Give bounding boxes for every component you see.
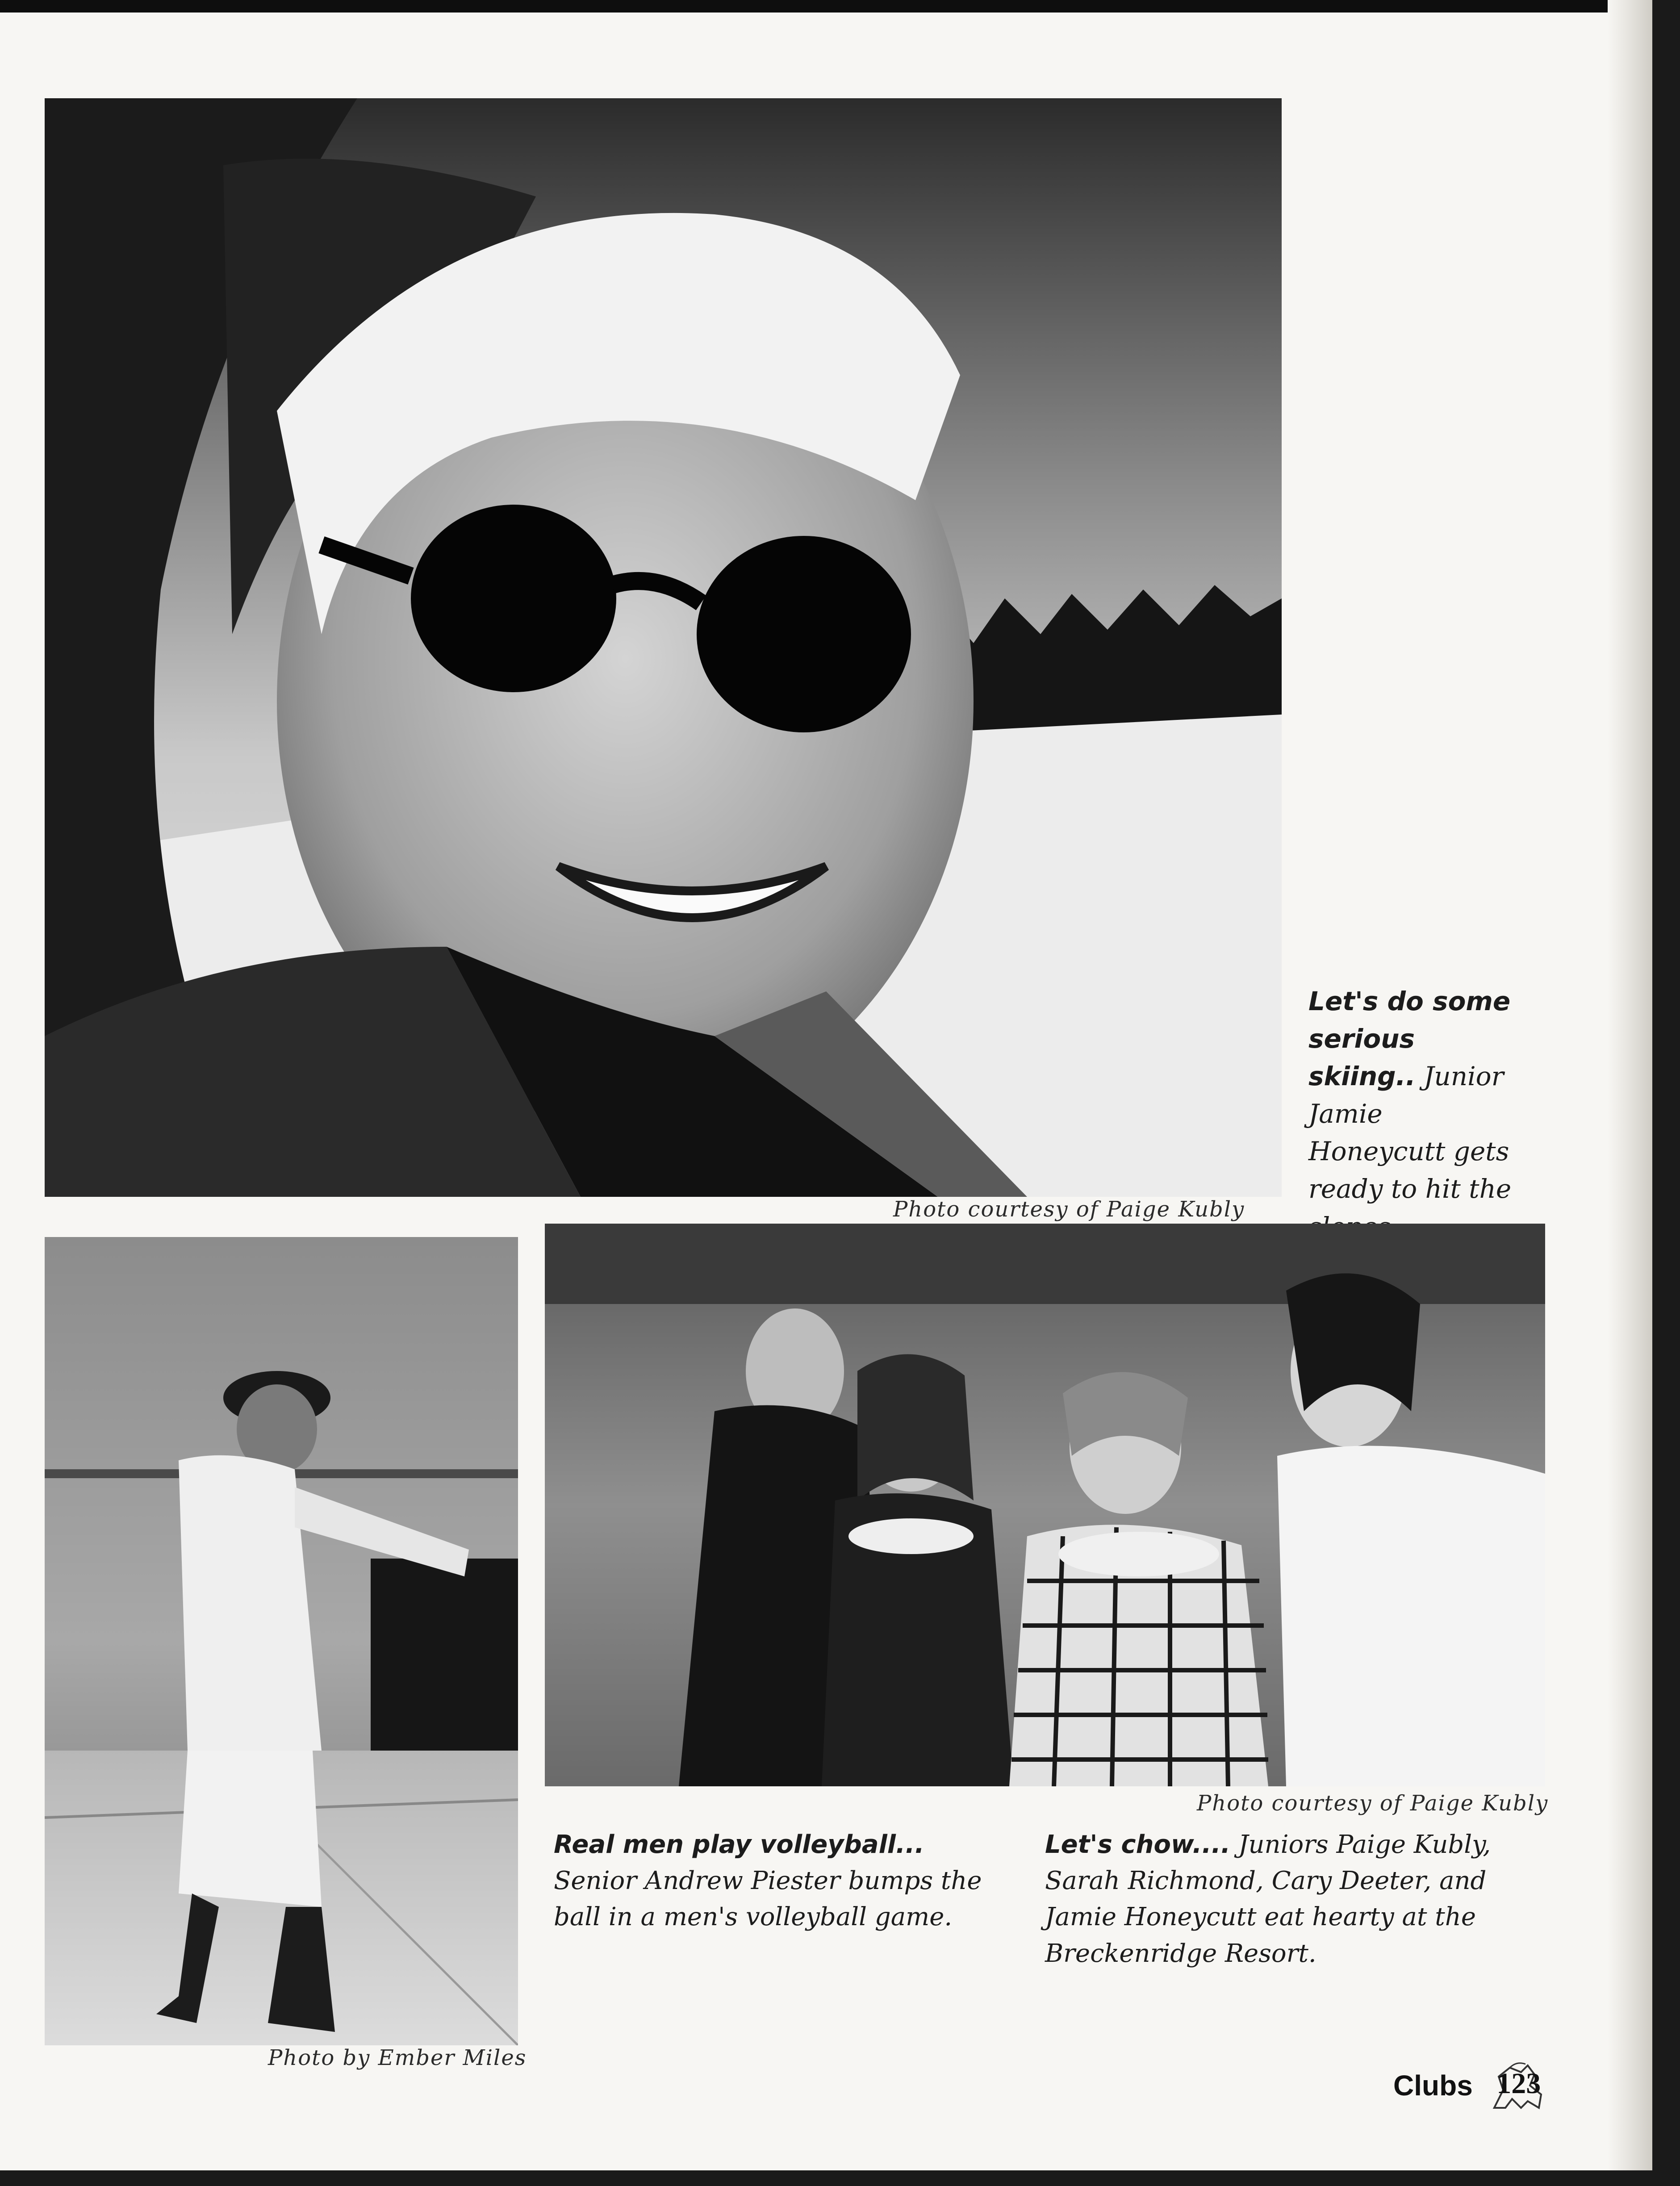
volleyball-caption-body: Senior Andrew Piester bumps the ball in a men's volleyball game. [554, 1866, 982, 1932]
volleyball-photo [45, 1237, 518, 2045]
volleyball-caption [554, 1827, 1000, 1935]
chow-photo [545, 1224, 1545, 1786]
ski-caption-body: Junior Jamie Honeycutt gets ready to hit the [1308, 1061, 1512, 1204]
page-edge [1608, 0, 1652, 2170]
chow-caption-lead: Let's chow.... [1045, 1830, 1231, 1859]
ski-caption-lead: Let's do some serious skiing.. [1308, 986, 1511, 1092]
volleyball-photo-image [45, 1237, 518, 2045]
ski-photo [45, 98, 1282, 1197]
chow-caption [1045, 1827, 1536, 1972]
ski-caption [1308, 982, 1514, 1246]
page-footer [1393, 2059, 1552, 2112]
section-label: Clubs [1393, 2069, 1473, 2102]
ski-photo-image [45, 98, 1282, 1197]
volleyball-photo-credit: Photo by Ember Miles [268, 2045, 527, 2070]
chow-caption-body: Juniors Paige Kubly, Sarah Richmond, Cary Deeter, and Jamie Honeycutt eat hearty at the Breckenridge Resort. [1045, 1830, 1491, 1968]
chow-photo-credit: Photo courtesy of Paige Kubly [1197, 1791, 1549, 1816]
volleyball-caption-lead: Real men play volleyball... [554, 1830, 924, 1859]
page-number: 123 [1496, 2067, 1541, 2100]
page-number-badge [1485, 2059, 1552, 2112]
chow-photo-image [545, 1224, 1545, 1786]
ski-photo-credit: Photo courtesy of Paige Kubly [893, 1197, 1245, 1222]
top-rule [0, 0, 1652, 13]
